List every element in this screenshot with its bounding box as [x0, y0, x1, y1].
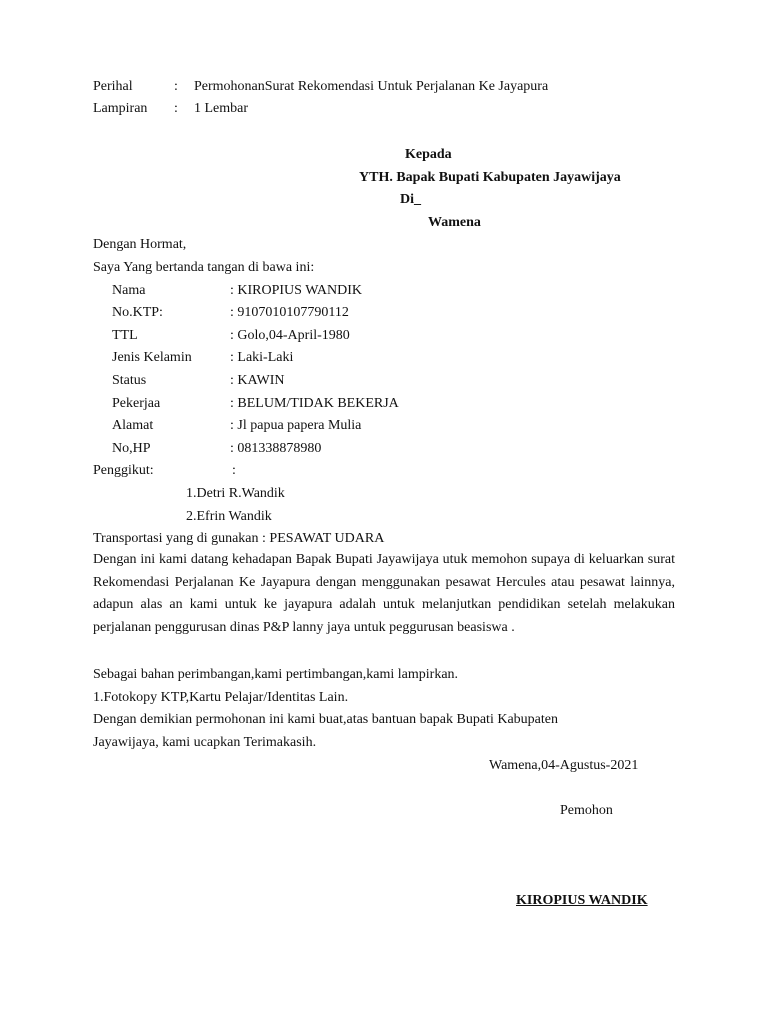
closing-line-2: Jayawijaya, kami ucapkan Terimakasih. [93, 735, 317, 750]
request-paragraph: Dengan ini kami datang kehadapan Bapak Bupati Jayawijaya utuk memohon supaya di keluarkan surat Rekomendasi Perjalanan Ke Jayapura dengan menggunakan pesawat Hercules atau pesawat lainnya, adapun alas an kami untuk ke jayapura adalah untuk melanjutkan pendidikan setelah melakukan perjalanan penggurusan dinas P&P lanny jaya untuk peggurusan beasiswa . [93, 552, 675, 635]
followers-label: Penggikut: [93, 463, 154, 478]
follower-item: 2.Efrin Wandik [186, 509, 272, 524]
identity-value-status: : KAWIN [230, 373, 285, 388]
followers-colon: : [232, 463, 236, 478]
identity-value-ktp: : 9107010107790112 [230, 305, 349, 320]
transport-line: Transportasi yang di gunakan : PESAWAT UDARA [93, 531, 385, 546]
recipient-di: Di_ [400, 192, 421, 207]
lampiran-value: 1 Lembar [194, 101, 249, 116]
recipient-city: Wamena [428, 215, 481, 230]
lampiran-colon: : [174, 101, 178, 116]
lampiran-label: Lampiran [93, 101, 148, 116]
identity-value-ttl: : Golo,04-April-1980 [230, 328, 350, 343]
identity-value-phone: : 081338878980 [230, 441, 322, 456]
identity-label-job: Pekerjaa [112, 396, 161, 411]
recipient-kepada: Kepada [405, 147, 452, 162]
identity-label-address: Alamat [112, 418, 154, 433]
identity-label-status: Status [112, 373, 147, 388]
perihal-label: Perihal [93, 79, 133, 94]
place-date: Wamena,04-Agustus-2021 [489, 758, 639, 773]
identity-value-nama: : KIROPIUS WANDIK [230, 283, 362, 298]
recipient-yth: YTH. Bapak Bupati Kabupaten Jayawijaya [359, 170, 621, 185]
follower-item: 1.Detri R.Wandik [186, 486, 285, 501]
consideration-line: Sebagai bahan perimbangan,kami pertimbangan,kami lampirkan. [93, 667, 459, 682]
identity-label-gender: Jenis Kelamin [112, 350, 192, 365]
perihal-value: PermohonanSurat Rekomendasi Untuk Perjalanan Ke Jayapura [194, 79, 549, 94]
closing-line-1: Dengan demikian permohonan ini kami buat,atas bantuan bapak Bupati Kabupaten [93, 712, 558, 727]
greeting: Dengan Hormat, [93, 237, 187, 252]
identity-value-gender: : Laki-Laki [230, 350, 294, 365]
identity-label-ktp: No.KTP: [112, 305, 163, 320]
signature-role: Pemohon [560, 803, 613, 818]
signature-name: KIROPIUS WANDIK [516, 893, 648, 908]
identity-value-job: : BELUM/TIDAK BEKERJA [230, 396, 399, 411]
intro-line: Saya Yang bertanda tangan di bawa ini: [93, 260, 315, 275]
attachment-line: 1.Fotokopy KTP,Kartu Pelajar/Identitas Lain. [93, 690, 349, 705]
perihal-colon: : [174, 79, 178, 94]
identity-label-nama: Nama [112, 283, 146, 298]
identity-label-ttl: TTL [112, 328, 138, 343]
identity-value-address: : Jl papua papera Mulia [230, 418, 362, 433]
identity-label-phone: No,HP [112, 441, 151, 456]
